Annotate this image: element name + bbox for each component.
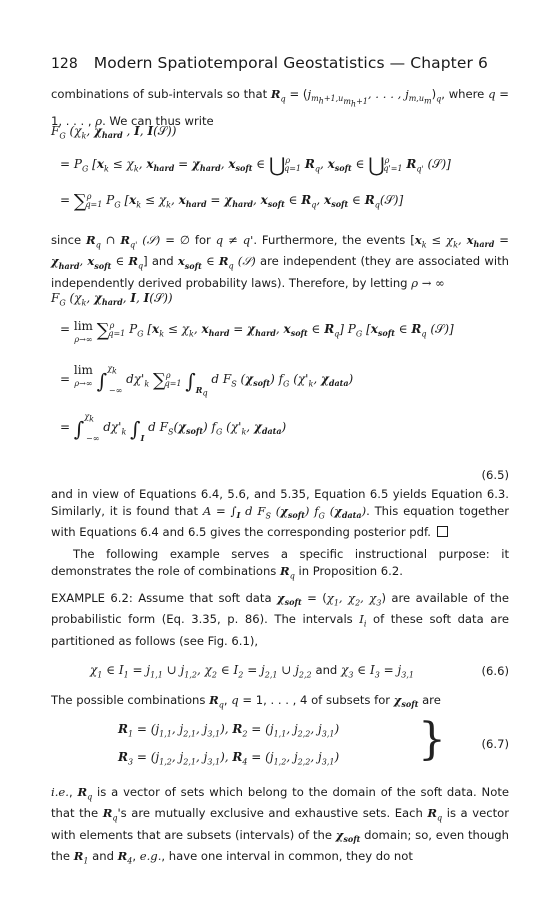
equation-6-7-a: $R_1 = (j_{1,1}$, $j_{2,1}$, $j_{3,1}$), $R_2 = (j_{1,1}$, $j_{2,2}$, $j_{3,1}$)	[118, 722, 340, 739]
paragraph-conclusion: and in view of Equations 6.4, 5.6, and 5.35, Equation 6.5 yields Equation 6.3. Similarly, it is found that $A = \int_I$ d $F_S$ $(\chi_{soft})$ $f_G$ $(\chi_{data})$. This equation together with Equations 6.4 and 6.5 gives the corresponding posterior pdf.	[51, 487, 509, 540]
equation-fg-lhs: $F_G$ ($\chi_k$, $\chi_{hard}$ , I, I(𝒮))	[51, 124, 177, 141]
paragraph-intro	[51, 86, 509, 130]
page-number: 128	[51, 56, 78, 72]
paragraph-independence: since $R_q$ ∩ $R_{q'}$ (𝒮) = ∅ for q ≠ q'. Furthermore, the events [$x_k \le \chi_k$, $x_{hard} = \chi_{hard}$, $x_{soft}$ ∈ $R_q$] and $x_{soft}$ ∈ $R_q$ (𝒮) are independent (they are associated with independently derived probability laws). Therefore, by letting ρ → ∞	[51, 233, 509, 290]
paragraph-example-intro: The following example serves a specific instructional purpose: it demonstrates the role of combinations $R_q$ in Proposition 6.2.	[51, 547, 509, 581]
paragraph-combinations: The possible combinations $R_q$, q = 1, . . . , 4 of subsets for $\chi_{soft}$ are	[51, 693, 441, 710]
paragraph-explanation: i.e., $R_q$ is a vector of sets which belong to the domain of the soft data. Note that the $R_q's$ are mutually exclusive and exhaustive sets. Each $R_q$ is a vector with elements that are subsets (intervals) of the $\chi_{soft}$ domain; so, even though the $R_1$ and $R_4$, e.g., have one interval in common, they do not	[51, 785, 510, 866]
equation-limit-2: = lim ρ→∞ ∫$^{\chi_k}_{-\infty}$ $d\chi'_k$ ∑$^\rho_{q=1}$ $\int_{R_q}$ d $F_S$ $(\chi_{soft})$ $f_G$ ($\chi'_k$, $\chi_{data}$)	[60, 363, 354, 398]
equation-number-6-7: (6.7)	[481, 737, 509, 751]
paragraph-intro-text: combinations of sub-intervals so that $R_q = (j_{m_h+1,u_{m_h+1}}$, . . . , $j_{m,u_m})_q$, where q = 1, . . . , ρ. We can thus write	[51, 87, 509, 128]
running-title: Modern Spatiotemporal Geostatistics — Chapter 6	[93, 54, 488, 72]
equation-number-6-6: (6.6)	[481, 664, 509, 678]
equation-step-1: = $P_G$ [$x_k \le \chi_k$, $x_{hard} = \chi_{hard}$, $x_{soft}$ ∈ ⋃$^\rho_{q=1}$ $R_q$, $x_{soft}$ ∈ ⋃$^\rho_{q'=1}$ $R_{q'}$ (𝒮)]	[60, 153, 451, 177]
page-header	[51, 54, 509, 72]
equation-limit-1: = lim ρ→∞ ∑$^\rho_{q=1}$ $P_G$ [$x_k \le \chi_k$, $x_{hard} = \chi_{hard}$, $x_{soft}$ ∈ $R_q$] $P_G$ [$x_{soft}$ ∈ $R_q$ (𝒮)]	[60, 319, 454, 344]
equation-6-7-b: $R_3 = (j_{1,2}$, $j_{2,1}$, $j_{3,1}$), $R_4 = (j_{1,2}$, $j_{2,2}$, $j_{3,1}$)	[118, 750, 340, 767]
equation-6-6: $\chi_1$ ∈ $I_1 = j_{1,1}$ ∪ $j_{1,2}$, $\chi_2$ ∈ $I_2 = j_{2,1}$ ∪ $j_{2,2}$ and $\chi_3$ ∈ $I_3 = j_{3,1}$	[90, 663, 414, 680]
right-brace-icon: }	[418, 714, 446, 765]
equation-final: = ∫$^{\chi_k}_{-\infty}$ $d\chi'_k$ $\int_I$ d $F_S(\chi_{soft})$ $f_G$ ($\chi'_k$, $\chi_{data}$)	[60, 412, 287, 443]
equation-fg-lhs-2: $F_G$ ($\chi_k$, $\chi_{hard}$, I, I(𝒮))	[51, 291, 173, 308]
equation-number-6-5: (6.5)	[481, 468, 509, 482]
paragraph-example-6-2: EXAMPLE 6.2: Assume that soft data $\chi_{soft} = (\chi_1$, $\chi_2$, $\chi_3$) are available of the probabilistic form (Eq. 3.35, p. 86). The intervals $I_i$ of these soft data are partitioned as follows (see Fig. 6.1),	[51, 591, 510, 648]
qed-box-icon	[437, 526, 448, 537]
equation-step-2: = ∑$^\rho_{q=1}$ $P_G$ [$x_k \le \chi_k$, $x_{hard} = \chi_{hard}$, $x_{soft}$ ∈ $R_q$, $x_{soft}$ ∈ $R_q(𝒮)$]	[60, 191, 404, 212]
